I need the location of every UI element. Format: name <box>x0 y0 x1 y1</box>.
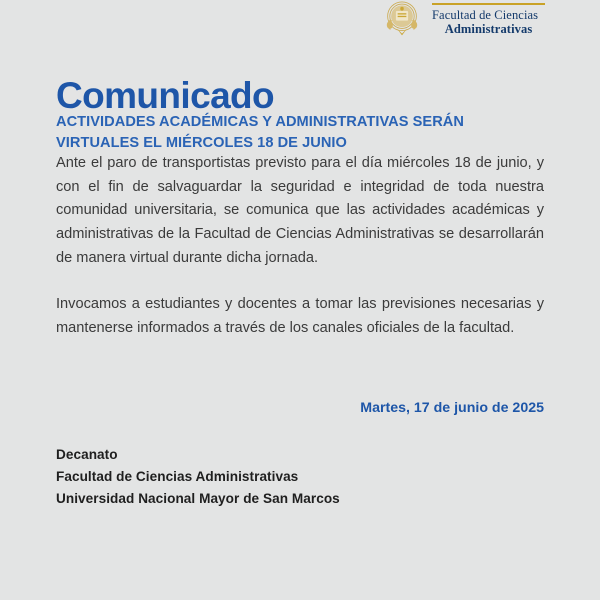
signature-university: Universidad Nacional Mayor de San Marcos <box>56 491 340 507</box>
signature-faculty: Facultad de Ciencias Administrativas <box>56 469 299 485</box>
body-content <box>56 152 544 340</box>
faculty-name-line-2: Administrativas <box>444 22 533 36</box>
signature-block <box>56 444 340 510</box>
brand-divider-rule <box>432 3 545 5</box>
date-line: Martes, 17 de junio de 2025 <box>360 400 544 416</box>
body-paragraph: Ante el paro de transportistas previsto para el día miércoles 18 de junio, y con el fin de salvaguardar la seguridad e integridad de toda nuestra comunidad universitaria, se comunica que las actividades académicas y administrativas de la Facultad de Ciencias Administrativas se desarrollarán de manera virtual durante dicha jornada. <box>56 155 544 266</box>
page-title: Comunicado <box>56 74 275 116</box>
body-paragraph: Invocamos a estudiantes y docentes a tomar las previsiones necesarias y mantenerse informados a través de los canales oficiales de la facultad. <box>56 296 544 336</box>
faculty-name-line-1: Facultad de Ciencias <box>432 7 539 22</box>
faculty-brand-header <box>379 0 545 38</box>
university-crest-icon <box>379 0 425 38</box>
page-subtitle: ACTIVIDADES ACADÉMICAS Y ADMINISTRATIVAS SERÁN VIRTUALES EL MIÉRCOLES 18 DE JUNIO <box>56 114 464 151</box>
signature-office: Decanato <box>56 447 118 462</box>
brand-text-group <box>432 0 545 37</box>
